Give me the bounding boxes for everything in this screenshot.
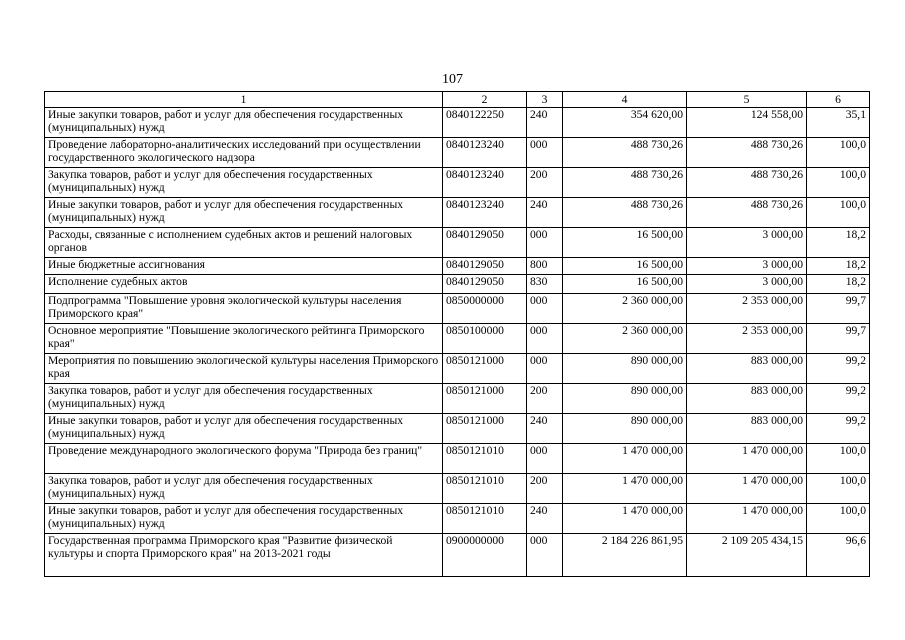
row-code-cell: 0840123240 bbox=[443, 168, 527, 198]
table-row bbox=[45, 138, 870, 168]
row-type-cell: 200 bbox=[527, 384, 563, 414]
row-plan-cell: 354 620,00 bbox=[563, 108, 687, 138]
row-percent-cell: 100,0 bbox=[807, 168, 870, 198]
row-name-cell: Мероприятия по повышению экологической культуры населения Приморского края bbox=[45, 354, 443, 384]
row-percent-cell: 99,2 bbox=[807, 414, 870, 444]
row-type-cell: 000 bbox=[527, 444, 563, 474]
table-row bbox=[45, 275, 870, 294]
row-type-cell: 830 bbox=[527, 275, 563, 294]
row-type-cell: 000 bbox=[527, 534, 563, 577]
row-type-cell: 000 bbox=[527, 324, 563, 354]
column-header: 6 bbox=[807, 92, 870, 108]
row-code-cell: 0850121000 bbox=[443, 354, 527, 384]
row-plan-cell: 16 500,00 bbox=[563, 275, 687, 294]
row-percent-cell: 100,0 bbox=[807, 504, 870, 534]
row-percent-cell: 96,6 bbox=[807, 534, 870, 577]
table-row bbox=[45, 228, 870, 258]
row-code-cell: 0850100000 bbox=[443, 324, 527, 354]
row-percent-cell: 99,7 bbox=[807, 324, 870, 354]
table-row bbox=[45, 198, 870, 228]
row-plan-cell: 16 500,00 bbox=[563, 258, 687, 275]
row-fact-cell: 488 730,26 bbox=[687, 198, 807, 228]
row-fact-cell: 124 558,00 bbox=[687, 108, 807, 138]
table-row bbox=[45, 534, 870, 577]
row-name-cell: Проведение международного экологического форума "Природа без границ" bbox=[45, 444, 443, 474]
row-fact-cell: 3 000,00 bbox=[687, 275, 807, 294]
row-code-cell: 0840129050 bbox=[443, 228, 527, 258]
table-row bbox=[45, 444, 870, 474]
row-percent-cell: 100,0 bbox=[807, 198, 870, 228]
page-number: 107 bbox=[442, 72, 463, 87]
row-code-cell: 0840129050 bbox=[443, 275, 527, 294]
row-type-cell: 000 bbox=[527, 294, 563, 324]
row-code-cell: 0900000000 bbox=[443, 534, 527, 577]
column-header: 1 bbox=[45, 92, 443, 108]
column-header: 4 bbox=[563, 92, 687, 108]
row-type-cell: 200 bbox=[527, 168, 563, 198]
row-type-cell: 000 bbox=[527, 138, 563, 168]
row-percent-cell: 100,0 bbox=[807, 444, 870, 474]
row-plan-cell: 2 360 000,00 bbox=[563, 294, 687, 324]
row-type-cell: 240 bbox=[527, 198, 563, 228]
column-header: 5 bbox=[687, 92, 807, 108]
row-type-cell: 200 bbox=[527, 474, 563, 504]
row-name-cell: Подпрограмма "Повышение уровня экологической культуры населения Приморского края" bbox=[45, 294, 443, 324]
row-name-cell: Иные закупки товаров, работ и услуг для обеспечения государственных (муниципальных) нужд bbox=[45, 198, 443, 228]
row-percent-cell: 99,2 bbox=[807, 354, 870, 384]
row-name-cell: Иные закупки товаров, работ и услуг для обеспечения государственных (муниципальных) нужд bbox=[45, 108, 443, 138]
row-plan-cell: 890 000,00 bbox=[563, 354, 687, 384]
row-code-cell: 0850121010 bbox=[443, 444, 527, 474]
row-percent-cell: 18,2 bbox=[807, 258, 870, 275]
table-row bbox=[45, 384, 870, 414]
row-plan-cell: 890 000,00 bbox=[563, 384, 687, 414]
row-code-cell: 0840123240 bbox=[443, 198, 527, 228]
table-row bbox=[45, 258, 870, 275]
row-fact-cell: 883 000,00 bbox=[687, 354, 807, 384]
row-percent-cell: 100,0 bbox=[807, 474, 870, 504]
row-percent-cell: 100,0 bbox=[807, 138, 870, 168]
table-row bbox=[45, 108, 870, 138]
row-plan-cell: 488 730,26 bbox=[563, 198, 687, 228]
row-code-cell: 0840122250 bbox=[443, 108, 527, 138]
row-plan-cell: 16 500,00 bbox=[563, 228, 687, 258]
table-row bbox=[45, 474, 870, 504]
row-plan-cell: 890 000,00 bbox=[563, 414, 687, 444]
row-percent-cell: 18,2 bbox=[807, 228, 870, 258]
row-plan-cell: 488 730,26 bbox=[563, 168, 687, 198]
row-type-cell: 240 bbox=[527, 504, 563, 534]
row-percent-cell: 99,7 bbox=[807, 294, 870, 324]
table-row bbox=[45, 504, 870, 534]
row-name-cell: Закупка товаров, работ и услуг для обеспечения государственных (муниципальных) нужд bbox=[45, 474, 443, 504]
row-percent-cell: 99,2 bbox=[807, 384, 870, 414]
table-row bbox=[45, 354, 870, 384]
table-row bbox=[45, 168, 870, 198]
row-fact-cell: 883 000,00 bbox=[687, 384, 807, 414]
row-fact-cell: 2 353 000,00 bbox=[687, 294, 807, 324]
row-code-cell: 0850121010 bbox=[443, 474, 527, 504]
row-code-cell: 0840129050 bbox=[443, 258, 527, 275]
row-name-cell: Основное мероприятие "Повышение экологического рейтинга Приморского края" bbox=[45, 324, 443, 354]
table-row bbox=[45, 414, 870, 444]
row-fact-cell: 488 730,26 bbox=[687, 138, 807, 168]
row-fact-cell: 1 470 000,00 bbox=[687, 504, 807, 534]
row-plan-cell: 2 360 000,00 bbox=[563, 324, 687, 354]
row-name-cell: Расходы, связанные с исполнением судебных актов и решений налоговых органов bbox=[45, 228, 443, 258]
row-code-cell: 0850121000 bbox=[443, 384, 527, 414]
row-code-cell: 0850121010 bbox=[443, 504, 527, 534]
header-row bbox=[45, 92, 870, 108]
row-code-cell: 0850000000 bbox=[443, 294, 527, 324]
budget-table bbox=[44, 91, 870, 577]
row-percent-cell: 18,2 bbox=[807, 275, 870, 294]
row-fact-cell: 488 730,26 bbox=[687, 168, 807, 198]
row-plan-cell: 1 470 000,00 bbox=[563, 444, 687, 474]
row-name-cell: Иные закупки товаров, работ и услуг для обеспечения государственных (муниципальных) нужд bbox=[45, 504, 443, 534]
row-name-cell: Иные бюджетные ассигнования bbox=[45, 258, 443, 275]
column-header: 3 bbox=[527, 92, 563, 108]
row-type-cell: 000 bbox=[527, 228, 563, 258]
row-fact-cell: 3 000,00 bbox=[687, 228, 807, 258]
row-fact-cell: 1 470 000,00 bbox=[687, 474, 807, 504]
row-type-cell: 240 bbox=[527, 414, 563, 444]
row-plan-cell: 2 184 226 861,95 bbox=[563, 534, 687, 577]
row-plan-cell: 488 730,26 bbox=[563, 138, 687, 168]
row-fact-cell: 1 470 000,00 bbox=[687, 444, 807, 474]
row-fact-cell: 3 000,00 bbox=[687, 258, 807, 275]
column-header: 2 bbox=[443, 92, 527, 108]
row-type-cell: 800 bbox=[527, 258, 563, 275]
row-code-cell: 0850121000 bbox=[443, 414, 527, 444]
row-plan-cell: 1 470 000,00 bbox=[563, 474, 687, 504]
row-plan-cell: 1 470 000,00 bbox=[563, 504, 687, 534]
row-fact-cell: 883 000,00 bbox=[687, 414, 807, 444]
row-name-cell: Закупка товаров, работ и услуг для обеспечения государственных (муниципальных) нужд bbox=[45, 168, 443, 198]
table-body bbox=[45, 108, 870, 577]
row-name-cell: Государственная программа Приморского края "Развитие физической культуры и спорта Приморского края" на 2013-2021 годы bbox=[45, 534, 443, 577]
row-code-cell: 0840123240 bbox=[443, 138, 527, 168]
row-name-cell: Проведение лабораторно-аналитических исследований при осуществлении государственного экологического надзора bbox=[45, 138, 443, 168]
row-name-cell: Иные закупки товаров, работ и услуг для обеспечения государственных (муниципальных) нужд bbox=[45, 414, 443, 444]
table-row bbox=[45, 324, 870, 354]
row-name-cell: Исполнение судебных актов bbox=[45, 275, 443, 294]
row-fact-cell: 2 109 205 434,15 bbox=[687, 534, 807, 577]
row-type-cell: 240 bbox=[527, 108, 563, 138]
row-name-cell: Закупка товаров, работ и услуг для обеспечения государственных (муниципальных) нужд bbox=[45, 384, 443, 414]
row-type-cell: 000 bbox=[527, 354, 563, 384]
row-fact-cell: 2 353 000,00 bbox=[687, 324, 807, 354]
table-row bbox=[45, 294, 870, 324]
row-percent-cell: 35,1 bbox=[807, 108, 870, 138]
